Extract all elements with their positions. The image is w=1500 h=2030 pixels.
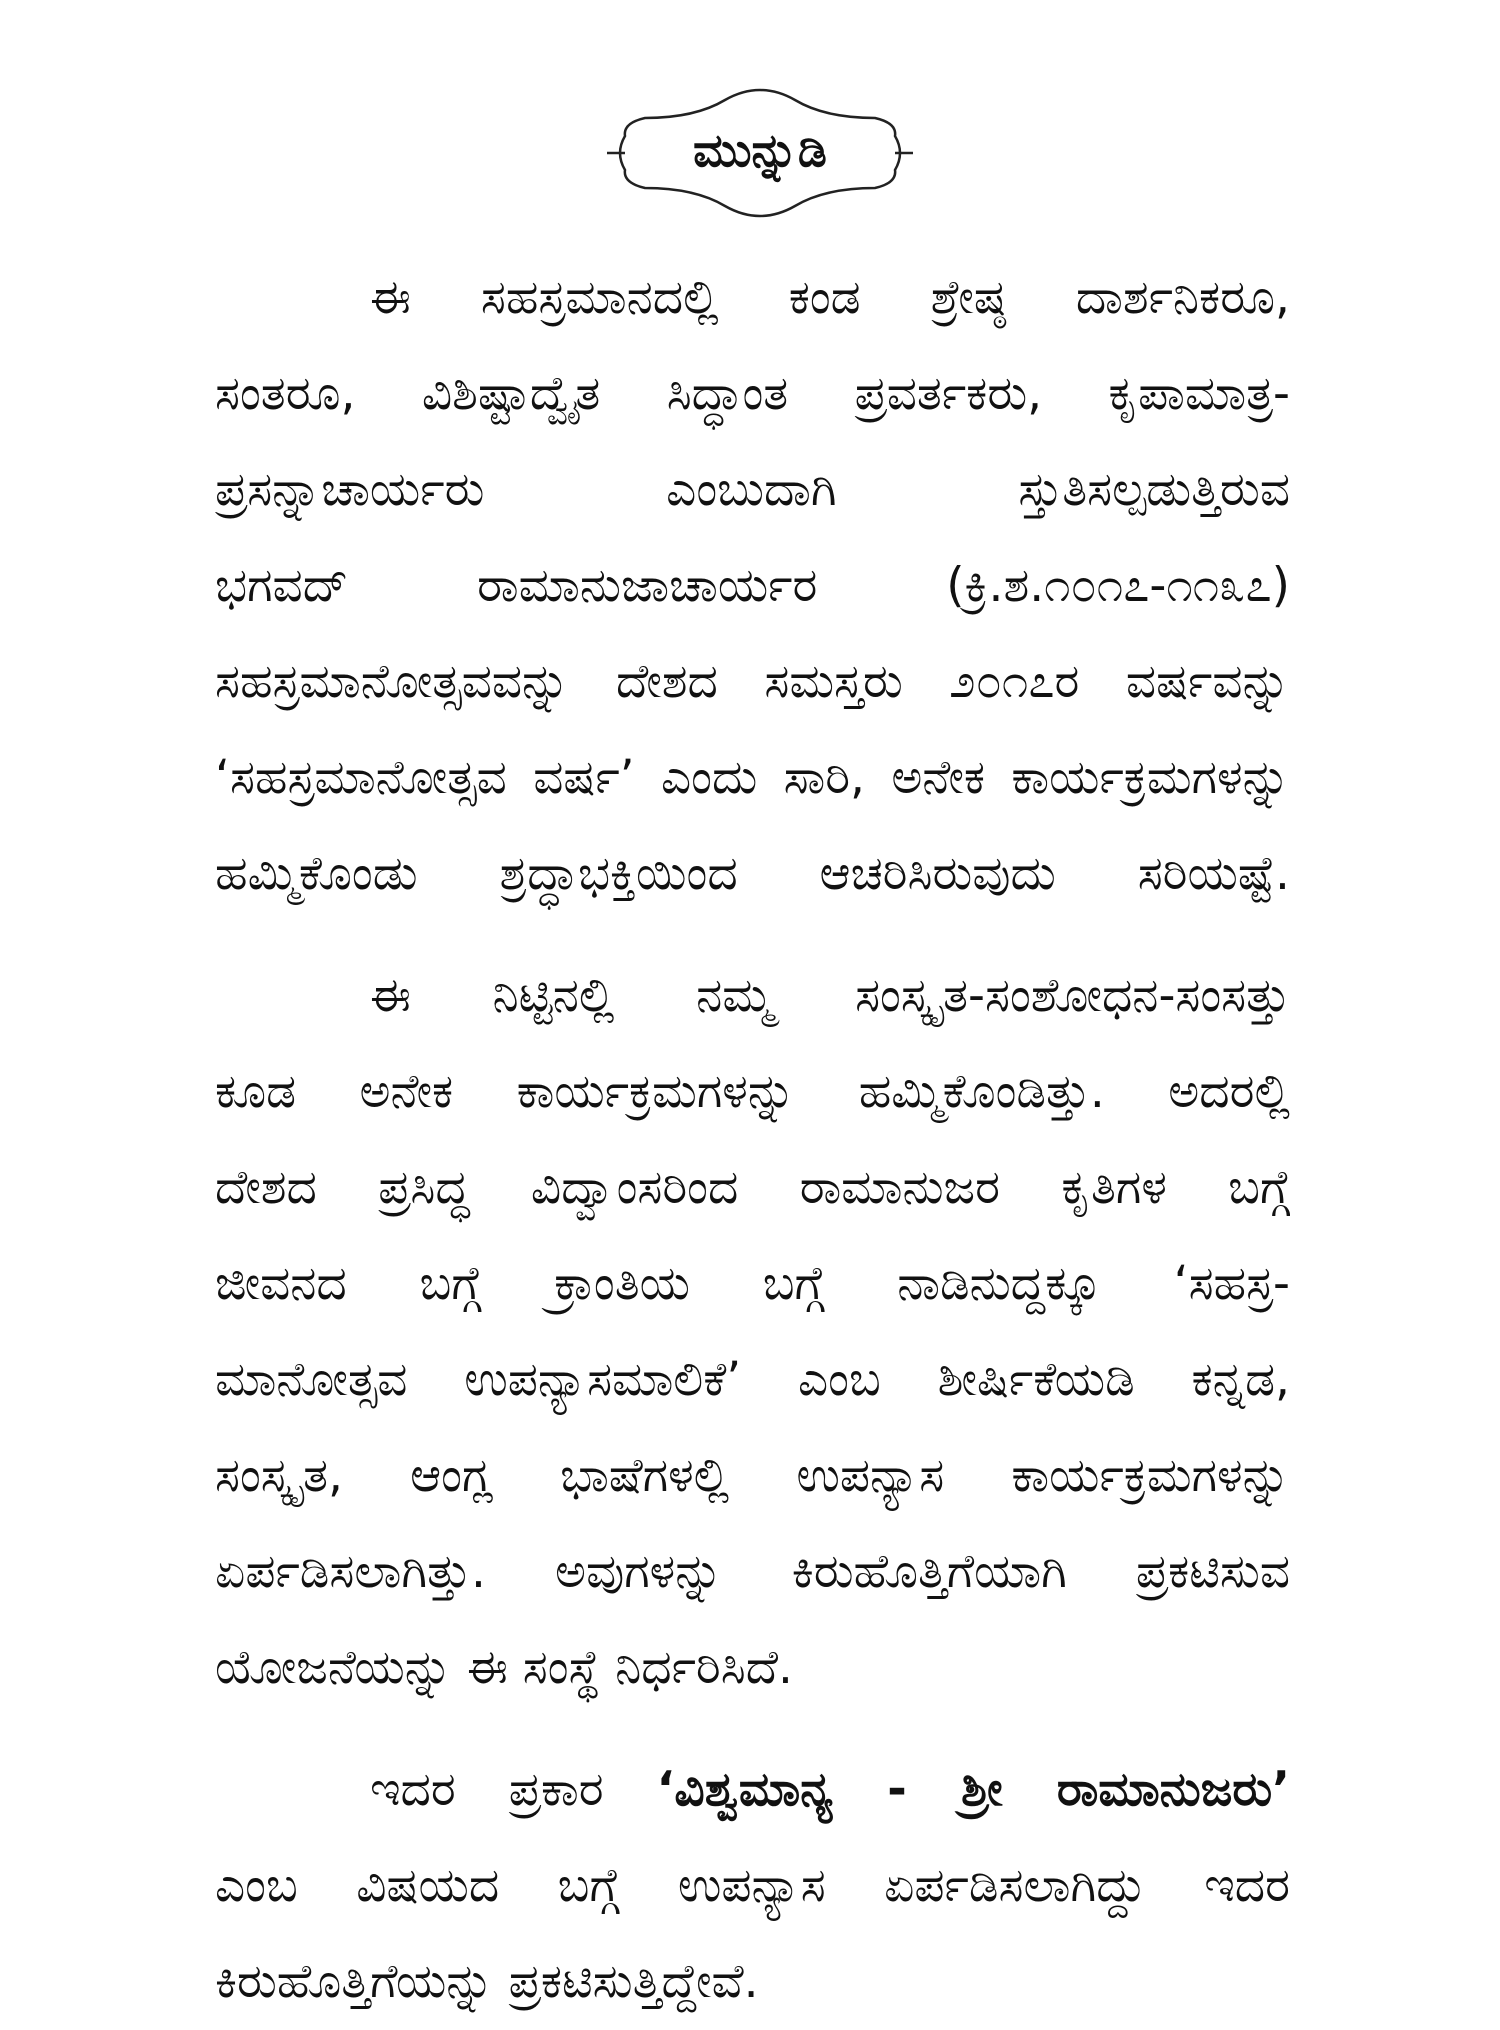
text-line: ಎಂಬ ವಿಷಯದ ಬಗ್ಗೆ ಉಪನ್ಯಾಸ ಏರ್ಪಡಿಸಲಾಗಿದ್ದು ಇದರ	[215, 1858, 1290, 1913]
text-line: ಯೋಜನೆಯನ್ನು ಈ ಸಂಸ್ಥೆ ನಿರ್ಧರಿಸಿದೆ.	[215, 1640, 793, 1695]
text-line: ಸಹಸ್ರಮಾನೋತ್ಸವವನ್ನು ದೇಶದ ಸಮಸ್ತರು ೨೦೧೭ರ ವರ್ಷವನ್ನು	[215, 654, 1290, 709]
paragraph-2	[215, 948, 1290, 1716]
text-line: ಏರ್ಪಡಿಸಲಾಗಿತ್ತು. ಅವುಗಳನ್ನು ಕಿರುಹೊತ್ತಿಗೆಯಾಗಿ ಪ್ರಕಟಿಸುವ	[215, 1544, 1290, 1599]
text-line: ಭಗವದ್ ರಾಮಾನುಜಾಚಾರ್ಯರ (ಕ್ರಿ.ಶ.೧೦೧೭-೧೧೩೭)	[215, 558, 1290, 613]
text-line: ಸಂಸ್ಕೃತ, ಆಂಗ್ಲ ಭಾಷೆಗಳಲ್ಲಿ ಉಪನ್ಯಾಸ ಕಾರ್ಯಕ್ರಮಗಳನ್ನು	[215, 1448, 1290, 1503]
book-title: ‘ವಿಶ್ವಮಾನ್ಯ - ಶ್ರೀ ರಾಮಾನುಜರು’	[656, 1762, 1290, 1817]
text-segment: ಇದರ ಪ್ರಕಾರ	[370, 1762, 604, 1817]
text-line	[215, 1742, 1290, 1838]
text-line: ಹಮ್ಮಿಕೊಂಡು ಶ್ರದ್ಧಾಭಕ್ತಿಯಿಂದ ಆಚರಿಸಿರುವುದು ಸರಿಯಷ್ಟೆ.	[215, 846, 1290, 901]
text-line: ಸಂತರೂ, ವಿಶಿಷ್ಟಾದ್ವೈತ ಸಿದ್ಧಾಂತ ಪ್ರವರ್ತಕರು, ಕೃಪಾಮಾತ್ರ-	[215, 366, 1290, 421]
paragraph-1	[215, 250, 1290, 922]
text-line: ಕಿರುಹೊತ್ತಿಗೆಯನ್ನು ಪ್ರಕಟಿಸುತ್ತಿದ್ದೇವೆ.	[215, 1954, 759, 2009]
text-line: ಈ ನಿಟ್ಟಿನಲ್ಲಿ ನಮ್ಮ ಸಂಸ್ಕೃತ-ಸಂಶೋಧನ-ಸಂಸತ್ತು	[370, 968, 1290, 1023]
page-title: ಮುನ್ನುಡಿ	[693, 123, 827, 177]
text-line: ಜೀವನದ ಬಗ್ಗೆ ಕ್ರಾಂತಿಯ ಬಗ್ಗೆ ನಾಡಿನುದ್ದಕ್ಕೂ ‘ಸಹಸ್ರ-	[215, 1256, 1290, 1311]
text-line: ಈ ಸಹಸ್ರಮಾನದಲ್ಲಿ ಕಂಡ ಶ್ರೇಷ್ಠ ದಾರ್ಶನಿಕರೂ,	[370, 270, 1290, 325]
preface-body	[215, 250, 1290, 2030]
text-line: ಪ್ರಸನ್ನಾಚಾರ್ಯರು ಎಂಬುದಾಗಿ ಸ್ತುತಿಸಲ್ಪಡುತ್ತಿರುವ	[215, 462, 1290, 517]
text-line: ‘ಸಹಸ್ರಮಾನೋತ್ಸವ ವರ್ಷ’ ಎಂದು ಸಾರಿ, ಅನೇಕ ಕಾರ್ಯಕ್ರಮಗಳನ್ನು	[215, 750, 1290, 805]
text-line: ಮಾನೋತ್ಸವ ಉಪನ್ಯಾಸಮಾಲಿಕೆ’ ಎಂಬ ಶೀರ್ಷಿಕೆಯಡಿ ಕನ್ನಡ,	[215, 1352, 1290, 1407]
text-line: ಕೂಡ ಅನೇಕ ಕಾರ್ಯಕ್ರಮಗಳನ್ನು ಹಮ್ಮಿಕೊಂಡಿತ್ತು. ಅದರಲ್ಲಿ	[215, 1064, 1290, 1119]
paragraph-3	[215, 1742, 1290, 2030]
text-line: ದೇಶದ ಪ್ರಸಿದ್ಧ ವಿದ್ವಾಂಸರಿಂದ ರಾಮಾನುಜರ ಕೃತಿಗಳ ಬಗ್ಗೆ	[215, 1160, 1290, 1215]
heading-frame	[605, 78, 915, 228]
